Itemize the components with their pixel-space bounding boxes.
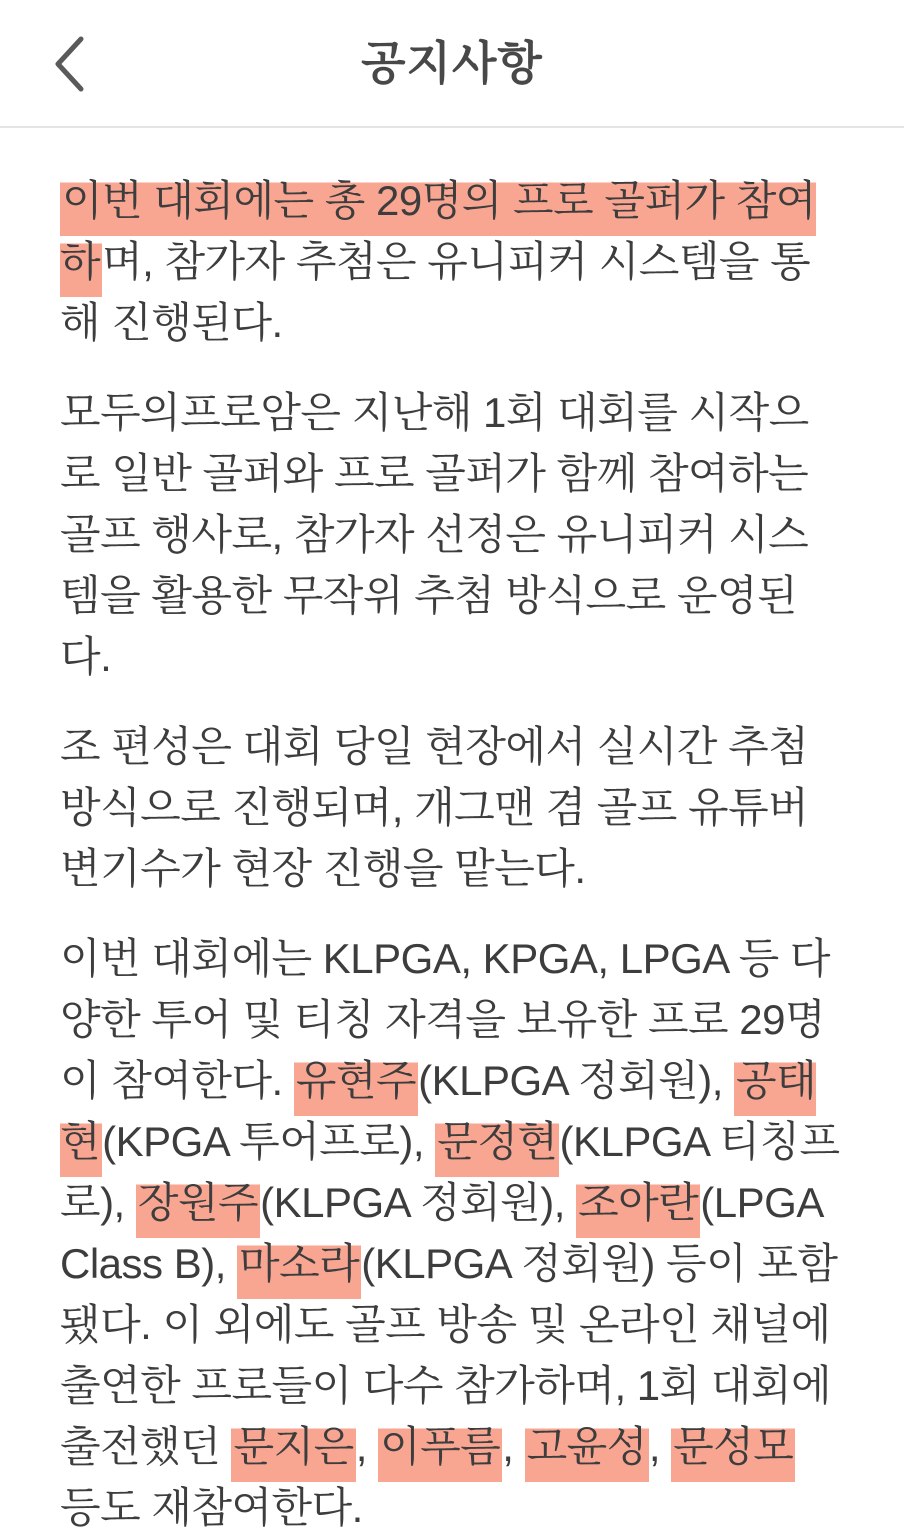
page-title: 공지사항 (361, 37, 543, 89)
text-segment: (KLPGA 정회원) 등이 포함됐다. 이 외에도 골프 방송 및 온라인 채널에 출연한 프로들이 다수 참가하며, 1회 대회에 출전했던 (60, 1240, 838, 1470)
text-segment: 이번 대회에는 KLPGA, KPGA, LPGA 등 다양한 투어 및 티칭 자격을 보유한 프로 29명이 참여한다. (60, 935, 830, 1104)
text-segment: (KLPGA 티칭프로), (60, 1118, 840, 1226)
notice-paragraph (60, 716, 844, 899)
highlighted-text: 조아란 (576, 1177, 700, 1238)
notice-paragraph (60, 170, 844, 353)
text-segment: (LPGA Class B), (60, 1179, 822, 1287)
notice-scroll-area[interactable] (0, 128, 904, 1538)
text-segment: (KPGA 투어프로), (102, 1118, 436, 1165)
highlighted-text: 문정현 (435, 1116, 559, 1177)
highlighted-text: 이번 대회에는 총 29명의 프로 골퍼가 참여하 (60, 175, 816, 297)
back-button[interactable] (34, 22, 104, 106)
notice-paragraph (60, 928, 844, 1538)
highlighted-text: 문지은 (231, 1421, 355, 1482)
text-segment: 등도 재참여한다. (60, 1484, 363, 1531)
text-segment: 조 편성은 대회 당일 현장에서 실시간 추첨 방식으로 진행되며, 개그맨 겸 골프 유튜버 변기수가 현장 진행을 맡는다. (60, 723, 809, 892)
notice-paragraph (60, 382, 844, 687)
text-segment: (KLPGA 정회원), (418, 1057, 735, 1104)
text-segment: , (648, 1423, 672, 1470)
notice-article (60, 170, 844, 1538)
highlighted-text: 문성모 (671, 1421, 795, 1482)
highlighted-text: 유현주 (294, 1055, 418, 1116)
text-segment: 며, 참가자 추첨은 유니피커 시스템을 통해 진행된다. (60, 238, 811, 346)
highlighted-text: 공태현 (60, 1055, 816, 1177)
highlighted-text: 마소라 (237, 1238, 361, 1299)
highlighted-text: 고윤성 (525, 1421, 649, 1482)
chevron-left-icon (51, 34, 87, 94)
text-segment: , (355, 1423, 379, 1470)
highlighted-text: 장원주 (136, 1177, 260, 1238)
highlighted-text: 이푸름 (378, 1421, 502, 1482)
text-segment: 모두의프로암은 지난해 1회 대회를 시작으로 일반 골퍼와 프로 골퍼가 함께 참여하는 골프 행사로, 참가자 선정은 유니피커 시스템을 활용한 무작위 추첨 방식으로 운영된다. (60, 389, 809, 680)
app-header (0, 0, 904, 128)
text-segment: , (502, 1423, 525, 1470)
text-segment: (KLPGA 정회원), (260, 1179, 577, 1226)
